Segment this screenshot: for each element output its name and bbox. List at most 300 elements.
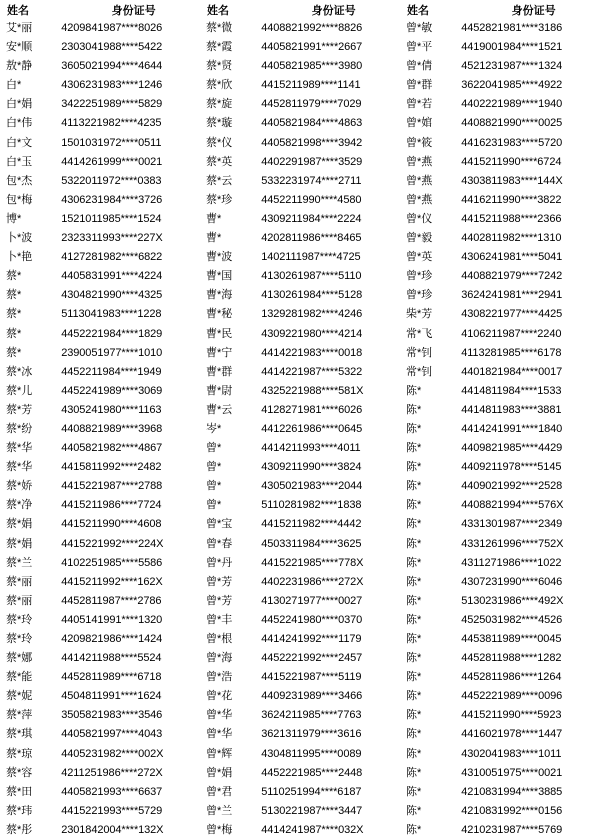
table-row — [6, 76, 606, 95]
cell-name: 蔡* — [6, 346, 22, 359]
cell-id-number: 4503311984****3625 — [261, 537, 362, 550]
cell-name: 蔡*玲 — [6, 613, 33, 626]
table-row — [6, 401, 606, 420]
cell-name: 陈* — [405, 728, 422, 741]
cell-name: 曹*宁 — [205, 346, 233, 359]
cell-name: 曾*筱 — [405, 136, 433, 149]
cell-id-number: 4306231983****1246 — [61, 79, 163, 92]
cell-name: 蔡*贤 — [205, 60, 233, 73]
cell-id-number: 4452811986****1264 — [461, 671, 562, 684]
cell-name: 蔡*娟 — [6, 537, 33, 550]
cell-name: 常*飞 — [405, 327, 433, 340]
cell-name: 曾*娟 — [205, 766, 233, 779]
cell-name: 蔡*彤 — [6, 823, 33, 836]
cell-name: 曹*群 — [205, 365, 233, 378]
cell-name: 曾*仪 — [405, 212, 433, 225]
cell-name: 曾*芳 — [205, 594, 233, 607]
cell-name: 曾*辉 — [205, 747, 233, 760]
cell-name: 曹* — [205, 232, 222, 245]
cell-name: 蔡*英 — [205, 155, 233, 168]
cell-id-number: 4414241987****032X — [261, 823, 364, 836]
cell-id-number: 4414211993****4011 — [261, 442, 361, 455]
cell-id-number: 4304821990****4325 — [61, 289, 163, 302]
cell-id-number: 4402811982****1310 — [461, 232, 562, 245]
cell-id-number: 4308221977****4425 — [461, 308, 563, 321]
table-row — [6, 57, 606, 76]
table-row — [6, 477, 606, 496]
cell-id-number: 4416231983****5720 — [461, 136, 563, 149]
cell-name: 曾*宝 — [205, 518, 233, 531]
cell-id-number: 4415211990****5923 — [461, 709, 562, 722]
table-row — [6, 210, 606, 229]
cell-id-number: 4415221993****5729 — [61, 804, 163, 817]
cell-name: 蔡*微 — [205, 22, 233, 34]
cell-name: 曾* — [205, 461, 222, 474]
cell-name: 陈* — [405, 422, 422, 435]
table-row — [6, 458, 606, 477]
cell-id-number: 5110281982****1838 — [261, 499, 362, 512]
cell-name: 曾*丰 — [205, 613, 233, 626]
cell-name: 蔡*云 — [205, 174, 233, 187]
cell-id-number: 4409231989****3466 — [261, 690, 363, 703]
cell-id-number: 4113281985****6178 — [461, 346, 562, 359]
cell-id-number: 4310051975****0021 — [461, 766, 563, 779]
table-row — [6, 745, 606, 764]
cell-name: 蔡*娜 — [6, 652, 33, 665]
table-row — [6, 382, 606, 401]
cell-id-number: 4452811988****1282 — [461, 652, 562, 665]
cell-name: 曾*梅 — [205, 823, 233, 836]
cell-id-number: 4306231984****3726 — [61, 193, 163, 206]
cell-name: 蔡*霞 — [205, 41, 233, 54]
cell-id-number: 4405821997****4043 — [61, 728, 163, 741]
cell-id-number: 2303041988****5422 — [61, 41, 163, 54]
cell-name: 蔡*旋 — [205, 98, 233, 111]
cell-id-number: 4452221989****0096 — [461, 690, 563, 703]
cell-name: 陈* — [405, 461, 422, 474]
table-row — [6, 821, 606, 840]
cell-id-number: 4415211982****4442 — [261, 518, 362, 531]
cell-name: 蔡* — [6, 327, 22, 340]
table-row — [6, 535, 606, 554]
cell-name: 蔡*妮 — [6, 690, 33, 703]
cell-id-number: 3505821983****3546 — [61, 709, 163, 722]
cell-id-number: 4202811986****8465 — [261, 232, 362, 245]
table-row — [6, 783, 606, 802]
cell-id-number: 4416021978****1447 — [461, 728, 563, 741]
cell-name: 陈* — [405, 823, 422, 836]
cell-name: 曾*兰 — [205, 804, 233, 817]
table-row — [6, 95, 606, 114]
cell-id-number: 4106211987****2240 — [461, 327, 562, 340]
cell-name: 陈* — [405, 747, 422, 760]
cell-name: 曾*英 — [405, 251, 433, 264]
cell-name: 曾*燕 — [405, 155, 433, 168]
cell-id-number: 5110251994****6187 — [261, 785, 362, 798]
cell-id-number: 4415211990****6724 — [461, 155, 562, 168]
table-row — [6, 515, 606, 534]
cell-name: 白*文 — [6, 136, 33, 149]
column-header-name-3: 姓名 — [406, 5, 429, 17]
table-row — [6, 668, 606, 687]
cell-id-number: 4415211990****4608 — [61, 518, 162, 531]
table-row — [6, 439, 606, 458]
cell-id-number: 4414261999****0021 — [61, 155, 163, 168]
cell-id-number: 4415211989****1141 — [261, 79, 361, 92]
table-row — [6, 344, 606, 363]
cell-id-number: 4302041983****1011 — [461, 747, 562, 760]
table-row — [6, 19, 606, 38]
cell-name: 蔡*兰 — [6, 556, 33, 569]
cell-name: 曾*根 — [205, 633, 233, 645]
table-row — [6, 554, 606, 573]
cell-name: 包*梅 — [6, 193, 33, 206]
cell-name: 蔡*冰 — [6, 365, 33, 378]
cell-id-number: 4414811984****1533 — [461, 384, 562, 397]
cell-name: 博* — [6, 212, 22, 225]
cell-id-number: 4405821993****6637 — [61, 785, 163, 798]
cell-id-number: 4209821986****1424 — [61, 633, 163, 645]
table-row — [6, 325, 606, 344]
cell-id-number: 4452811989****6718 — [61, 671, 162, 684]
cell-name: 陈* — [405, 652, 422, 665]
cell-id-number: 4415211992****162X — [61, 575, 163, 588]
cell-id-number: 4409211978****5145 — [461, 461, 562, 474]
cell-id-number: 2323311993****227X — [61, 232, 163, 245]
cell-name: 陈* — [405, 556, 422, 569]
cell-name: 蔡*琼 — [6, 747, 33, 760]
cell-id-number: 4416211990****3822 — [461, 193, 562, 206]
cell-id-number: 4402231986****272X — [261, 575, 364, 588]
cell-id-number: 4210831994****3885 — [461, 785, 563, 798]
cell-name: 陈* — [405, 480, 422, 493]
cell-name: 陈* — [405, 709, 422, 722]
cell-name: 蔡*娟 — [6, 518, 33, 531]
cell-name: 柴*芳 — [405, 308, 433, 321]
table-row — [6, 305, 606, 324]
cell-name: 蔡*芳 — [6, 403, 33, 416]
cell-id-number: 4452211984****1949 — [61, 365, 162, 378]
cell-id-number: 4102251985****5586 — [61, 556, 163, 569]
cell-id-number: 4409021992****2528 — [461, 480, 563, 493]
cell-name: 曾*珍 — [405, 270, 433, 283]
cell-id-number: 4409821985****4429 — [461, 442, 563, 455]
cell-name: 曾*浩 — [205, 671, 233, 684]
cell-id-number: 4405141991****1320 — [61, 613, 163, 626]
cell-name: 白*娟 — [6, 98, 33, 111]
cell-id-number: 4311271986****1022 — [461, 556, 562, 569]
cell-name: 蔡*琪 — [6, 728, 33, 741]
cell-id-number: 4405821982****4867 — [61, 442, 163, 455]
cell-id-number: 5113041983****1228 — [61, 308, 162, 321]
table-row — [6, 134, 606, 153]
cell-id-number: 4452811979****7029 — [261, 98, 362, 111]
cell-id-number: 4408821992****8826 — [261, 22, 363, 34]
cell-name: 陈* — [405, 690, 422, 703]
cell-id-number: 4453811989****0045 — [461, 633, 562, 645]
cell-id-number: 1329281982****4246 — [261, 308, 363, 321]
cell-id-number: 4452241989****3069 — [61, 384, 163, 397]
table-row — [6, 802, 606, 821]
cell-name: 蔡*纷 — [6, 422, 33, 435]
cell-id-number: 4130261984****5128 — [261, 289, 363, 302]
cell-name: 陈* — [405, 575, 422, 588]
table-header — [6, 4, 606, 19]
cell-id-number: 4309211984****2224 — [261, 212, 362, 225]
cell-id-number: 4452211990****4580 — [261, 193, 362, 206]
cell-name: 曾*君 — [205, 785, 233, 798]
cell-name: 卜*艳 — [6, 251, 33, 264]
cell-name: 曾*燕 — [405, 174, 433, 187]
cell-id-number: 4325221988****581X — [261, 384, 364, 397]
column-header-name-2: 姓名 — [206, 5, 229, 17]
cell-id-number: 1521011985****1524 — [61, 212, 162, 225]
cell-id-number: 4504811991****1624 — [61, 690, 162, 703]
cell-id-number: 4415221985****778X — [261, 556, 364, 569]
cell-id-number: 3422251989****5829 — [61, 98, 163, 111]
cell-id-number: 4452241980****0370 — [261, 613, 363, 626]
cell-name: 曹*国 — [205, 270, 233, 283]
cell-name: 陈* — [405, 671, 422, 684]
cell-id-number: 4419001984****1521 — [461, 41, 563, 54]
cell-id-number: 4414241991****1840 — [461, 422, 563, 435]
cell-name: 曹*秘 — [205, 308, 233, 321]
cell-id-number: 4452811987****2786 — [61, 594, 162, 607]
cell-id-number: 5322011972****0383 — [61, 174, 162, 187]
cell-name: 敖*静 — [6, 60, 33, 73]
cell-name: 蔡*华 — [6, 461, 33, 474]
cell-name: 曾*花 — [205, 690, 233, 703]
cell-id-number: 1402111987****4725 — [261, 251, 361, 264]
cell-name: 蔡*萍 — [6, 709, 33, 722]
cell-name: 陈* — [405, 804, 422, 817]
cell-name: 曹*海 — [205, 289, 233, 302]
cell-name: 曾*海 — [205, 652, 233, 665]
cell-id-number: 4130261987****5110 — [261, 270, 362, 283]
cell-id-number: 5130231986****492X — [461, 594, 564, 607]
cell-id-number: 2390051977****1010 — [61, 346, 163, 359]
cell-id-number: 4128271981****6026 — [261, 403, 363, 416]
cell-id-number: 4303811983****144X — [461, 174, 563, 187]
cell-id-number: 4408821994****576X — [461, 499, 564, 512]
cell-name: 常*钊 — [405, 346, 433, 359]
cell-name: 陈* — [405, 537, 422, 550]
cell-id-number: 4405231982****002X — [61, 747, 164, 760]
cell-id-number: 4415211988****2366 — [461, 212, 562, 225]
cell-id-number: 4452221984****1829 — [61, 327, 163, 340]
table-row — [6, 114, 606, 133]
table-row — [6, 286, 606, 305]
cell-id-number: 1501031972****0511 — [61, 136, 162, 149]
table-row — [6, 573, 606, 592]
cell-id-number: 4415211986****7724 — [61, 499, 162, 512]
cell-name: 艾*丽 — [6, 22, 33, 34]
cell-id-number: 4525031982****4526 — [461, 613, 563, 626]
cell-name: 陈* — [405, 384, 422, 397]
cell-id-number: 4408821990****0025 — [461, 117, 563, 130]
table-row — [6, 649, 606, 668]
cell-name: 常*钊 — [405, 365, 433, 378]
table-row — [6, 611, 606, 630]
cell-name: 曹* — [205, 212, 222, 225]
cell-id-number: 4210231987****5769 — [461, 823, 563, 836]
cell-id-number: 2301842004****132X — [61, 823, 164, 836]
cell-name: 曾*敏 — [405, 22, 433, 34]
table-row — [6, 764, 606, 783]
table-row — [6, 248, 606, 267]
cell-name: 曾*芳 — [205, 575, 233, 588]
cell-id-number: 4405821985****3980 — [261, 60, 363, 73]
cell-id-number: 4452221985****2448 — [261, 766, 363, 779]
cell-id-number: 4210831992****0156 — [461, 804, 563, 817]
cell-name: 陈* — [405, 442, 422, 455]
cell-id-number: 4415811992****2482 — [61, 461, 162, 474]
cell-name: 蔡*能 — [6, 671, 33, 684]
cell-name: 曹*波 — [205, 251, 233, 264]
table-row — [6, 496, 606, 515]
cell-id-number: 4414241992****1179 — [261, 633, 362, 645]
cell-name: 蔡* — [6, 308, 22, 321]
cell-name: 陈* — [405, 785, 422, 798]
cell-id-number: 4130271977****0027 — [261, 594, 363, 607]
table-row — [6, 420, 606, 439]
header-row — [6, 4, 606, 19]
cell-name: 陈* — [405, 766, 422, 779]
cell-name: 曾*春 — [205, 537, 233, 550]
cell-name: 曾*毅 — [405, 232, 433, 245]
table-row — [6, 229, 606, 248]
cell-id-number: 3624241981****2941 — [461, 289, 563, 302]
cell-name: 蔡*丽 — [6, 575, 33, 588]
cell-id-number: 3605021994****4644 — [61, 60, 163, 73]
cell-name: 蔡*丽 — [6, 594, 33, 607]
column-header-id-2: 身份证号 — [311, 5, 356, 17]
cell-name: 蔡* — [6, 270, 22, 283]
cell-name: 蔡*玲 — [6, 633, 33, 645]
cell-name: 曹*云 — [205, 403, 233, 416]
cell-id-number: 4304811995****0089 — [261, 747, 362, 760]
cell-name: 蔡*欣 — [205, 79, 233, 92]
cell-name: 陈* — [405, 403, 422, 416]
cell-name: 蔡*儿 — [6, 384, 33, 397]
cell-id-number: 4405831991****4224 — [61, 270, 163, 283]
cell-name: 蔡*仪 — [205, 136, 233, 149]
cell-id-number: 4405821991****2667 — [261, 41, 363, 54]
cell-name: 曾*华 — [205, 728, 233, 741]
cell-name: 曾* — [205, 499, 222, 512]
cell-name: 蔡*玮 — [6, 804, 33, 817]
cell-name: 曾*婠 — [405, 117, 433, 130]
cell-id-number: 4452821981****3186 — [461, 22, 563, 34]
table-row — [6, 725, 606, 744]
cell-name: 白*伟 — [6, 117, 33, 130]
table-row — [6, 267, 606, 286]
cell-id-number: 4408821989****3968 — [61, 422, 163, 435]
cell-name: 陈* — [405, 499, 422, 512]
cell-name: 安*顺 — [6, 41, 33, 54]
cell-id-number: 4521231987****1324 — [461, 60, 563, 73]
cell-name: 蔡*田 — [6, 785, 33, 798]
cell-name: 陈* — [405, 518, 422, 531]
cell-id-number: 4306241981****5041 — [461, 251, 563, 264]
cell-id-number: 4415221987****5119 — [261, 671, 362, 684]
cell-id-number: 4401821984****0017 — [461, 365, 563, 378]
cell-id-number: 4452221992****2457 — [261, 652, 363, 665]
table-row — [6, 191, 606, 210]
cell-name: 曾*群 — [405, 79, 433, 92]
cell-id-number: 4405821984****4863 — [261, 117, 363, 130]
cell-name: 曹*民 — [205, 327, 233, 340]
table-row — [6, 363, 606, 382]
cell-id-number: 4414211988****5524 — [61, 652, 162, 665]
cell-name: 曾*倩 — [405, 60, 433, 73]
cell-id-number: 4415221987****2788 — [61, 480, 163, 493]
cell-id-number: 3622041985****4922 — [461, 79, 563, 92]
cell-id-number: 4305241980****1163 — [61, 403, 162, 416]
cell-name: 蔡*珍 — [205, 193, 233, 206]
cell-id-number: 4307231990****6046 — [461, 575, 563, 588]
cell-name: 曾*珍 — [405, 289, 433, 302]
table-row — [6, 153, 606, 172]
cell-id-number: 4305021983****2044 — [261, 480, 363, 493]
cell-id-number: 4127281982****6822 — [61, 251, 163, 264]
cell-name: 卜*波 — [6, 232, 33, 245]
cell-id-number: 4331301987****2349 — [461, 518, 563, 531]
id-list-table — [6, 4, 606, 840]
column-header-name-1: 姓名 — [7, 5, 29, 17]
table-row — [6, 38, 606, 57]
cell-id-number: 3624211985****7763 — [261, 709, 362, 722]
cell-name: 陈* — [405, 633, 422, 645]
table-row — [6, 706, 606, 725]
cell-name: 陈* — [405, 613, 422, 626]
cell-id-number: 3621311979****3616 — [261, 728, 362, 741]
cell-name: 白* — [6, 79, 22, 92]
cell-id-number: 4414221983****0018 — [261, 346, 363, 359]
cell-id-number: 4414221987****5322 — [261, 365, 363, 378]
cell-id-number: 4113221982****4235 — [61, 117, 162, 130]
cell-name: 曾*燕 — [405, 193, 433, 206]
cell-name: 曾* — [205, 442, 222, 455]
cell-id-number: 5130221987****3447 — [261, 804, 363, 817]
cell-id-number: 4309211990****3824 — [261, 461, 362, 474]
cell-name: 蔡*娇 — [6, 480, 33, 493]
cell-name: 蔡* — [6, 289, 22, 302]
cell-id-number: 4402221989****1940 — [461, 98, 563, 111]
cell-name: 陈* — [405, 594, 422, 607]
cell-id-number: 4415221992****224X — [61, 537, 164, 550]
cell-name: 曾* — [205, 480, 222, 493]
cell-id-number: 4414811983****3881 — [461, 403, 562, 416]
cell-id-number: 4405821998****3942 — [261, 136, 363, 149]
table-row — [6, 687, 606, 706]
cell-name: 曾*丹 — [205, 556, 233, 569]
cell-name: 白*玉 — [6, 155, 33, 168]
cell-id-number: 4412261986****0645 — [261, 422, 363, 435]
cell-id-number: 4211251986****272X — [61, 766, 163, 779]
table-row — [6, 172, 606, 191]
cell-id-number: 4209841987****8026 — [61, 22, 163, 34]
cell-name: 曾*华 — [205, 709, 233, 722]
cell-name: 蔡*华 — [6, 442, 33, 455]
cell-id-number: 4331261996****752X — [461, 537, 564, 550]
cell-name: 曹*尉 — [205, 384, 233, 397]
cell-name: 曾*若 — [405, 98, 433, 111]
cell-name: 蔡*净 — [6, 499, 33, 512]
column-header-id-3: 身份证号 — [511, 5, 556, 17]
table-row — [6, 592, 606, 611]
cell-id-number: 5332231974****2711 — [261, 174, 362, 187]
